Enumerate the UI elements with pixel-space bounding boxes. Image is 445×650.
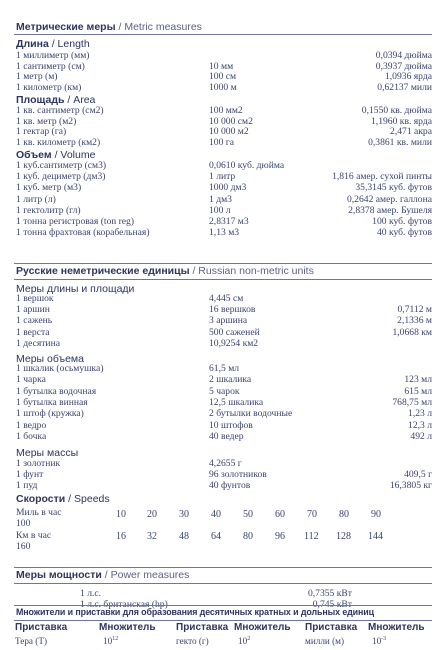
power-title-ru: Меры мощности: [16, 569, 102, 581]
multiplier-exponent: 2: [247, 636, 251, 642]
unit-equivalent: 40 ведер: [209, 430, 244, 442]
unit-equivalent: 100 л: [209, 204, 231, 216]
unit-name: 1 золотник: [16, 458, 61, 469]
russian-title-en: / Russian non-metric units: [192, 265, 314, 277]
mph-value: 60: [275, 509, 285, 520]
prefix-col-header: Приставка: [15, 622, 68, 633]
unit-conversion: 0,0394 дюйма: [375, 50, 432, 61]
area-heading-ru: Площадь: [16, 94, 65, 106]
unit-conversion: 409,5 г: [404, 468, 432, 480]
power-rule-bottom: [14, 583, 432, 584]
speeds-title-ru: Скорости: [16, 493, 66, 505]
multiplier-col-header: Множитель: [368, 622, 425, 633]
unit-conversion: 0,3937 дюйма: [375, 60, 432, 72]
multiplier-col-header: Множитель: [99, 622, 156, 633]
unit-equivalent: 100 мм2: [209, 105, 243, 116]
kmh-value: 48: [179, 531, 189, 542]
unit-name: 1 куб. метр (м3): [16, 182, 82, 194]
mph-value: 90: [371, 509, 381, 520]
unit-name: 1 гектолитр (гл): [16, 204, 81, 216]
length-heading-ru: Длина: [16, 38, 49, 50]
unit-conversion: 35,3145 куб. футов: [355, 182, 432, 194]
kmh-value: 96: [275, 531, 285, 542]
metric-title-en: / Metric measures: [118, 21, 202, 33]
unit-name: 1 кв. сантиметр (см2): [16, 105, 104, 116]
power-title-en: / Power measures: [104, 569, 190, 581]
unit-equivalent: 0,0610 куб. дюйма: [209, 160, 285, 171]
unit-conversion: 1,0936 ярда: [384, 71, 432, 82]
multiplier-exponent: 12: [112, 636, 119, 642]
unit-name: 1 фунт: [16, 468, 44, 480]
kmh-value: 32: [147, 531, 157, 542]
unit-conversion: 1,0668 км: [392, 326, 432, 338]
unit-conversion: 2,471 акра: [390, 126, 432, 137]
unit-conversion: 1,1960 кв. ярда: [371, 115, 432, 127]
unit-equivalent: 1,13 м3: [209, 227, 240, 239]
unit-conversion: 2,8378 амер. Бушеля: [348, 204, 432, 216]
unit-name: 1 верста: [16, 326, 50, 338]
unit-conversion: 0,3861 кв. мили: [368, 136, 432, 148]
unit-conversion: 0,7112 м: [397, 304, 432, 316]
unit-name: 1 десятина: [16, 337, 60, 349]
unit-name: 1 пуд: [16, 479, 38, 491]
power-section-title: [16, 569, 189, 581]
unit-name: 1 штоф (кружка): [16, 408, 84, 420]
unit-equivalent: 3 аршина: [209, 315, 248, 327]
ru-length-heading: Меры длины и площади: [16, 283, 135, 295]
unit-name: 1 метр (м): [16, 71, 58, 82]
metric-section-title: [16, 21, 202, 33]
prefix-name: гекто (г): [176, 636, 209, 646]
unit-conversion: 1,816 амер. сухой пинты: [332, 171, 432, 183]
power-unit: 1 л.с.: [80, 588, 102, 599]
multiplier-value: $10^2$: [238, 636, 251, 646]
unit-equivalent: 1 дм3: [209, 193, 232, 205]
mph-value: 40: [211, 509, 221, 520]
unit-equivalent: 4,445 см: [209, 293, 244, 304]
length-heading: [16, 38, 90, 50]
unit-equivalent: 12,5 шкалика: [209, 396, 264, 408]
unit-equivalent: 10,9254 км2: [209, 337, 259, 349]
multiplier-col-header: Множитель: [234, 622, 291, 633]
kmh-value: 64: [211, 531, 221, 542]
kmh-value: 16: [116, 531, 126, 542]
unit-conversion: 40 куб. футов: [376, 227, 432, 239]
unit-equivalent: 10 000 м2: [209, 126, 249, 137]
mph-label-line2: 100: [16, 518, 31, 529]
unit-name: 1 сантиметр (см): [16, 60, 85, 72]
length-heading-en: / Length: [51, 38, 90, 50]
unit-conversion: 768,75 мл: [392, 396, 432, 408]
unit-name: 1 аршин: [16, 304, 50, 316]
russian-rule-bottom: [14, 279, 432, 280]
unit-equivalent: 1 литр: [209, 171, 236, 183]
unit-equivalent: 40 фунтов: [209, 479, 251, 491]
kmh-label: [16, 530, 51, 552]
unit-name: 1 кв. километр (км2): [16, 136, 101, 148]
unit-conversion: 12,3 л: [408, 419, 432, 431]
mph-label: [16, 507, 62, 529]
volume-heading-ru: Объем: [16, 149, 52, 161]
unit-name: 1 сажень: [16, 315, 53, 327]
unit-conversion: 1,23 л: [408, 408, 432, 420]
metric-rule: [14, 34, 432, 35]
unit-equivalent: 2 бутылки водочные: [209, 408, 293, 420]
unit-name: 1 чарка: [16, 374, 46, 386]
unit-name: 1 вершок: [16, 293, 54, 304]
unit-conversion: 0,1550 кв. дюйма: [361, 105, 432, 116]
russian-section-title: [16, 265, 314, 277]
unit-equivalent: 96 золотников: [209, 468, 267, 480]
mph-value: 80: [339, 509, 349, 520]
mph-value: 30: [179, 509, 189, 520]
unit-equivalent: 61,5 мл: [209, 363, 240, 374]
unit-name: 1 литр (л): [16, 193, 56, 205]
kmh-value: 128: [336, 531, 351, 542]
unit-equivalent: 16 вершков: [209, 304, 256, 316]
unit-name: 1 тонна фрахтовая (корабельная): [16, 227, 150, 239]
unit-equivalent: 10 мм: [209, 60, 234, 72]
unit-equivalent: 100 см: [209, 71, 237, 82]
unit-name: 1 куб.сантиметр (см3): [16, 160, 107, 171]
unit-name: 1 бутылка водочная: [16, 385, 97, 397]
multiplier-value: $10^{12}$: [103, 636, 119, 646]
unit-equivalent: 10 штофов: [209, 419, 253, 431]
unit-equivalent: 1000 м: [209, 81, 237, 93]
unit-equivalent: 2,8317 м3: [209, 216, 249, 227]
unit-name: 1 шкалик (осьмушка): [16, 363, 104, 374]
unit-name: 1 бочка: [16, 430, 47, 442]
mph-value: 20: [147, 509, 157, 520]
unit-equivalent: 500 саженей: [209, 326, 260, 338]
russian-title-ru: Русские неметрические единицы: [16, 265, 190, 277]
multiplier-value: $10^{-3}$: [372, 636, 387, 646]
ru-mass-heading: Меры массы: [16, 447, 79, 459]
unit-name: 1 миллиметр (мм): [16, 50, 90, 61]
mph-value: 70: [307, 509, 317, 520]
unit-equivalent: 100 га: [209, 136, 234, 148]
prefix-name: Тера (Т): [15, 636, 48, 646]
speeds-title-en: / Speeds: [68, 493, 110, 505]
mph-label-line1: Миль в час: [16, 507, 62, 518]
prefix-name: милли (м): [305, 636, 345, 646]
unit-name: 1 кв. метр (м2): [16, 115, 77, 127]
unit-name: 1 гектар (га): [16, 126, 67, 137]
unit-equivalent: 2 шкалика: [209, 374, 252, 386]
prefixes-title: Множители и приставки для образования десятичных кратных и дольных единиц: [16, 607, 375, 617]
unit-name: 1 бутылка винная: [16, 396, 88, 408]
mph-value: 10: [116, 509, 126, 520]
unit-equivalent: 4,2655 г: [209, 458, 242, 469]
unit-conversion: 615 мл: [404, 385, 432, 397]
unit-conversion: 0,2642 амер. галлона: [346, 193, 432, 205]
ru-volume-heading: Меры объема: [16, 353, 84, 365]
unit-conversion: 2,1336 м: [397, 315, 432, 327]
unit-name: 1 километр (км): [16, 81, 82, 93]
unit-name: 1 тонна регистровая (ton reg): [16, 216, 135, 227]
prefix-col-header: Приставка: [176, 622, 229, 633]
kmh-label-line1: Км в час: [16, 530, 52, 541]
unit-conversion: 123 мл: [404, 374, 432, 386]
kmh-value: 80: [243, 531, 253, 542]
multiplier-exponent: -3: [381, 636, 387, 642]
volume-heading-en: / Volume: [54, 149, 96, 161]
kmh-value: 144: [368, 531, 383, 542]
metric-title-ru: Метрические меры: [16, 21, 116, 33]
kmh-label-line2: 160: [16, 541, 31, 552]
unit-conversion: 0,62137 мили: [377, 81, 432, 93]
power-value: 0,7355 кВт: [307, 588, 352, 599]
unit-conversion: 100 куб. футов: [372, 216, 432, 227]
speeds-heading: [16, 493, 110, 505]
kmh-value: 112: [304, 531, 319, 542]
unit-conversion: 16,3805 кг: [389, 479, 432, 491]
prefix-col-header: Приставка: [305, 622, 358, 633]
mph-value: 50: [243, 509, 253, 520]
area-heading-en: / Area: [67, 94, 96, 106]
unit-equivalent: 10 000 см2: [209, 115, 253, 127]
unit-name: 1 куб. дециметр (дм3): [16, 171, 106, 183]
unit-equivalent: 5 чарок: [209, 385, 240, 397]
unit-conversion: 492 л: [410, 430, 432, 442]
unit-equivalent: 1000 дм3: [209, 182, 247, 194]
unit-name: 1 ведро: [16, 419, 47, 431]
